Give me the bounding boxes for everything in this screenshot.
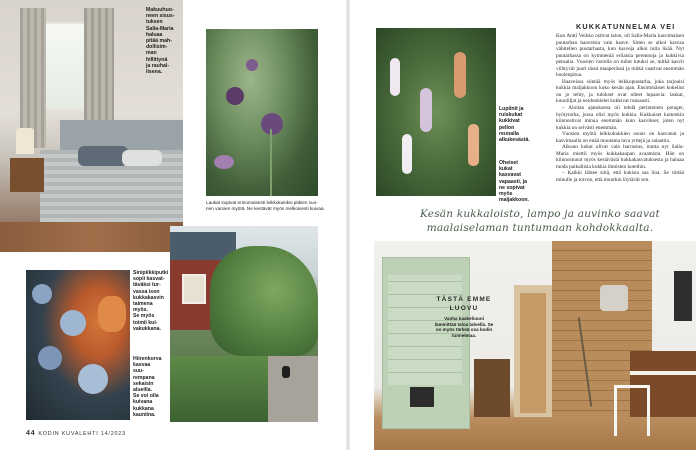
body-paragraph: Vuosien myötä leikkokukkien osuus on kasvanut ja kasvimaalla on enää muutama lava yrttejä ja salaattia. [556, 131, 684, 144]
interior-headline: TÄSTÄ EMME LUOVU [436, 296, 492, 312]
allium-photo [206, 29, 318, 196]
door [520, 293, 546, 413]
caption-thistles: Sinipiikkiputki sopii kasvat- täväksi tur- vassa ison kukkakasvin taimena myös. Se myös toimii kui- vakukkana. [133, 270, 169, 332]
allium-flower-4 [214, 155, 234, 169]
thistle-4 [78, 364, 108, 394]
caption-interior: Vanha kaakeliuuni lämmittää taloa talvella. Se on myös tärkeä osa kodin tunnelmaa. [434, 316, 494, 338]
chair [614, 385, 650, 436]
lupin-3 [454, 52, 466, 98]
lupin-5 [468, 124, 479, 166]
pillow [78, 146, 128, 166]
article-body [556, 33, 684, 201]
body-paragraph: Haaveissa siintää myös leikkopuutarha, joka tarjoaisi kukkia maljakkoon koko kesän ajan. Ensimmäiset kokeilut on jo tehty, ja tulokset ovat olleet lupaavia: laukat, kuunliljat ja neidonkielet kukkivat runsaasti. [556, 78, 684, 105]
allium-flower-1 [226, 87, 244, 105]
foreground-plants [170, 356, 268, 422]
caption-lupins-2: Oheiset kukat kasvavat vapaasti, ja ne sopivat myös maljakkoon. [499, 160, 529, 204]
lupin-4 [402, 134, 412, 174]
garden-path [266, 356, 318, 422]
allium-stem [270, 129, 272, 196]
floor [0, 222, 183, 252]
article-headline: KUKKATUNNELMA VEI [576, 22, 676, 31]
caption-bedroom: Makuuhuo- neen sisus- tuksen Salla-Maria haluaa pitää mah- dollisim- man hillittynä ja rauhal- lisena. [146, 7, 175, 76]
bushes [210, 246, 318, 356]
thistle-2 [60, 310, 86, 336]
lupin-photo [376, 28, 496, 196]
log-box [474, 359, 510, 417]
thistle-photo [26, 270, 130, 420]
caption-lupins: Lupiinit ja ruiskukat kukkivat pellon reunalla alkukesästä. [499, 106, 530, 144]
house-window [182, 274, 206, 304]
lupin-1 [390, 58, 400, 96]
thistle-3 [38, 346, 62, 370]
allium-flower-3 [246, 59, 258, 71]
magazine-name: KODIN KUVALEHTI 14/2023 [38, 431, 126, 437]
caption-thistles-2: Hiirenkorva kasvaa suu- rempana sekaisin alueilla. Se voi olla kuivana kukkana kauniina. [133, 356, 162, 418]
wall-frame [674, 271, 692, 321]
garden-photo [170, 226, 318, 422]
nightstand [10, 158, 44, 192]
curtain-left [20, 8, 46, 148]
lupin-2 [420, 88, 432, 132]
caption-alliums: Laukat sopivat erinomaisesti leikkokukiksi pitkien suo- rien varsien myötä. Ne kestävät myös melkoisesti kuivaa. [206, 200, 325, 211]
lamp [16, 128, 34, 154]
stove-door [410, 387, 434, 407]
interior-photo [374, 241, 696, 450]
pillow-2 [122, 150, 162, 166]
body-paragraph: – Kaikki lähtee siitä, että kukista saa iloa. Se riittää minulle ja toivon, että muutkin löytävät sen. [556, 170, 684, 184]
page-spine [346, 0, 350, 450]
folio [26, 430, 126, 437]
cat [282, 366, 290, 378]
shelf [600, 285, 628, 311]
body-paragraph: Kun Antti Veikko ostivat talon, oli Salla-Maria kasvimaisen puutarhan haaveista vain haave. Sitten se alkoi kasvaa vähitellen puutarhasta, kun kasveja alkoi tulla lisää. Nyt puutarhassa on kymmeniä erilaisia perennoja ja kukkivia pensaita. Vuosien varrella on tullut tutuksi se, mitkä kasvit viihtyvät juuri tässä maaperässä ja mitkä vaativat enemmän huolenpitoa. [556, 33, 684, 79]
pull-quote: Kesän kukkaloisto, lampo ja auvinko saavat maalaiselaman tuntumaan kohdokkaalta. [420, 208, 660, 234]
body-paragraph: Alkuun kukat olivat vain harrastus, mutta nyt Salla-Maria miettii myös kukkakaupan avaamista. Hän on kiinnostunut myös kestävästä kukkakasvatuksesta ja haluaa tuoda paikallisia kukkia ihmisten koteihin. [556, 144, 684, 170]
body-paragraph: – Aloitan ajatuksena oli tehdä perinteinen potager, hyötytarha, jossa olisi myös kukkia. Kukkaiset kuitenkin kiinnostivat minua enemmän kuin kasvikset, joten nyt kukkia on selvästi enemmän. [556, 105, 684, 131]
page-number: 44 [26, 430, 36, 437]
orange-flowers [98, 296, 126, 332]
piano-keys [630, 371, 696, 375]
thistle-1 [32, 284, 52, 304]
allium-flower-2 [261, 113, 283, 135]
